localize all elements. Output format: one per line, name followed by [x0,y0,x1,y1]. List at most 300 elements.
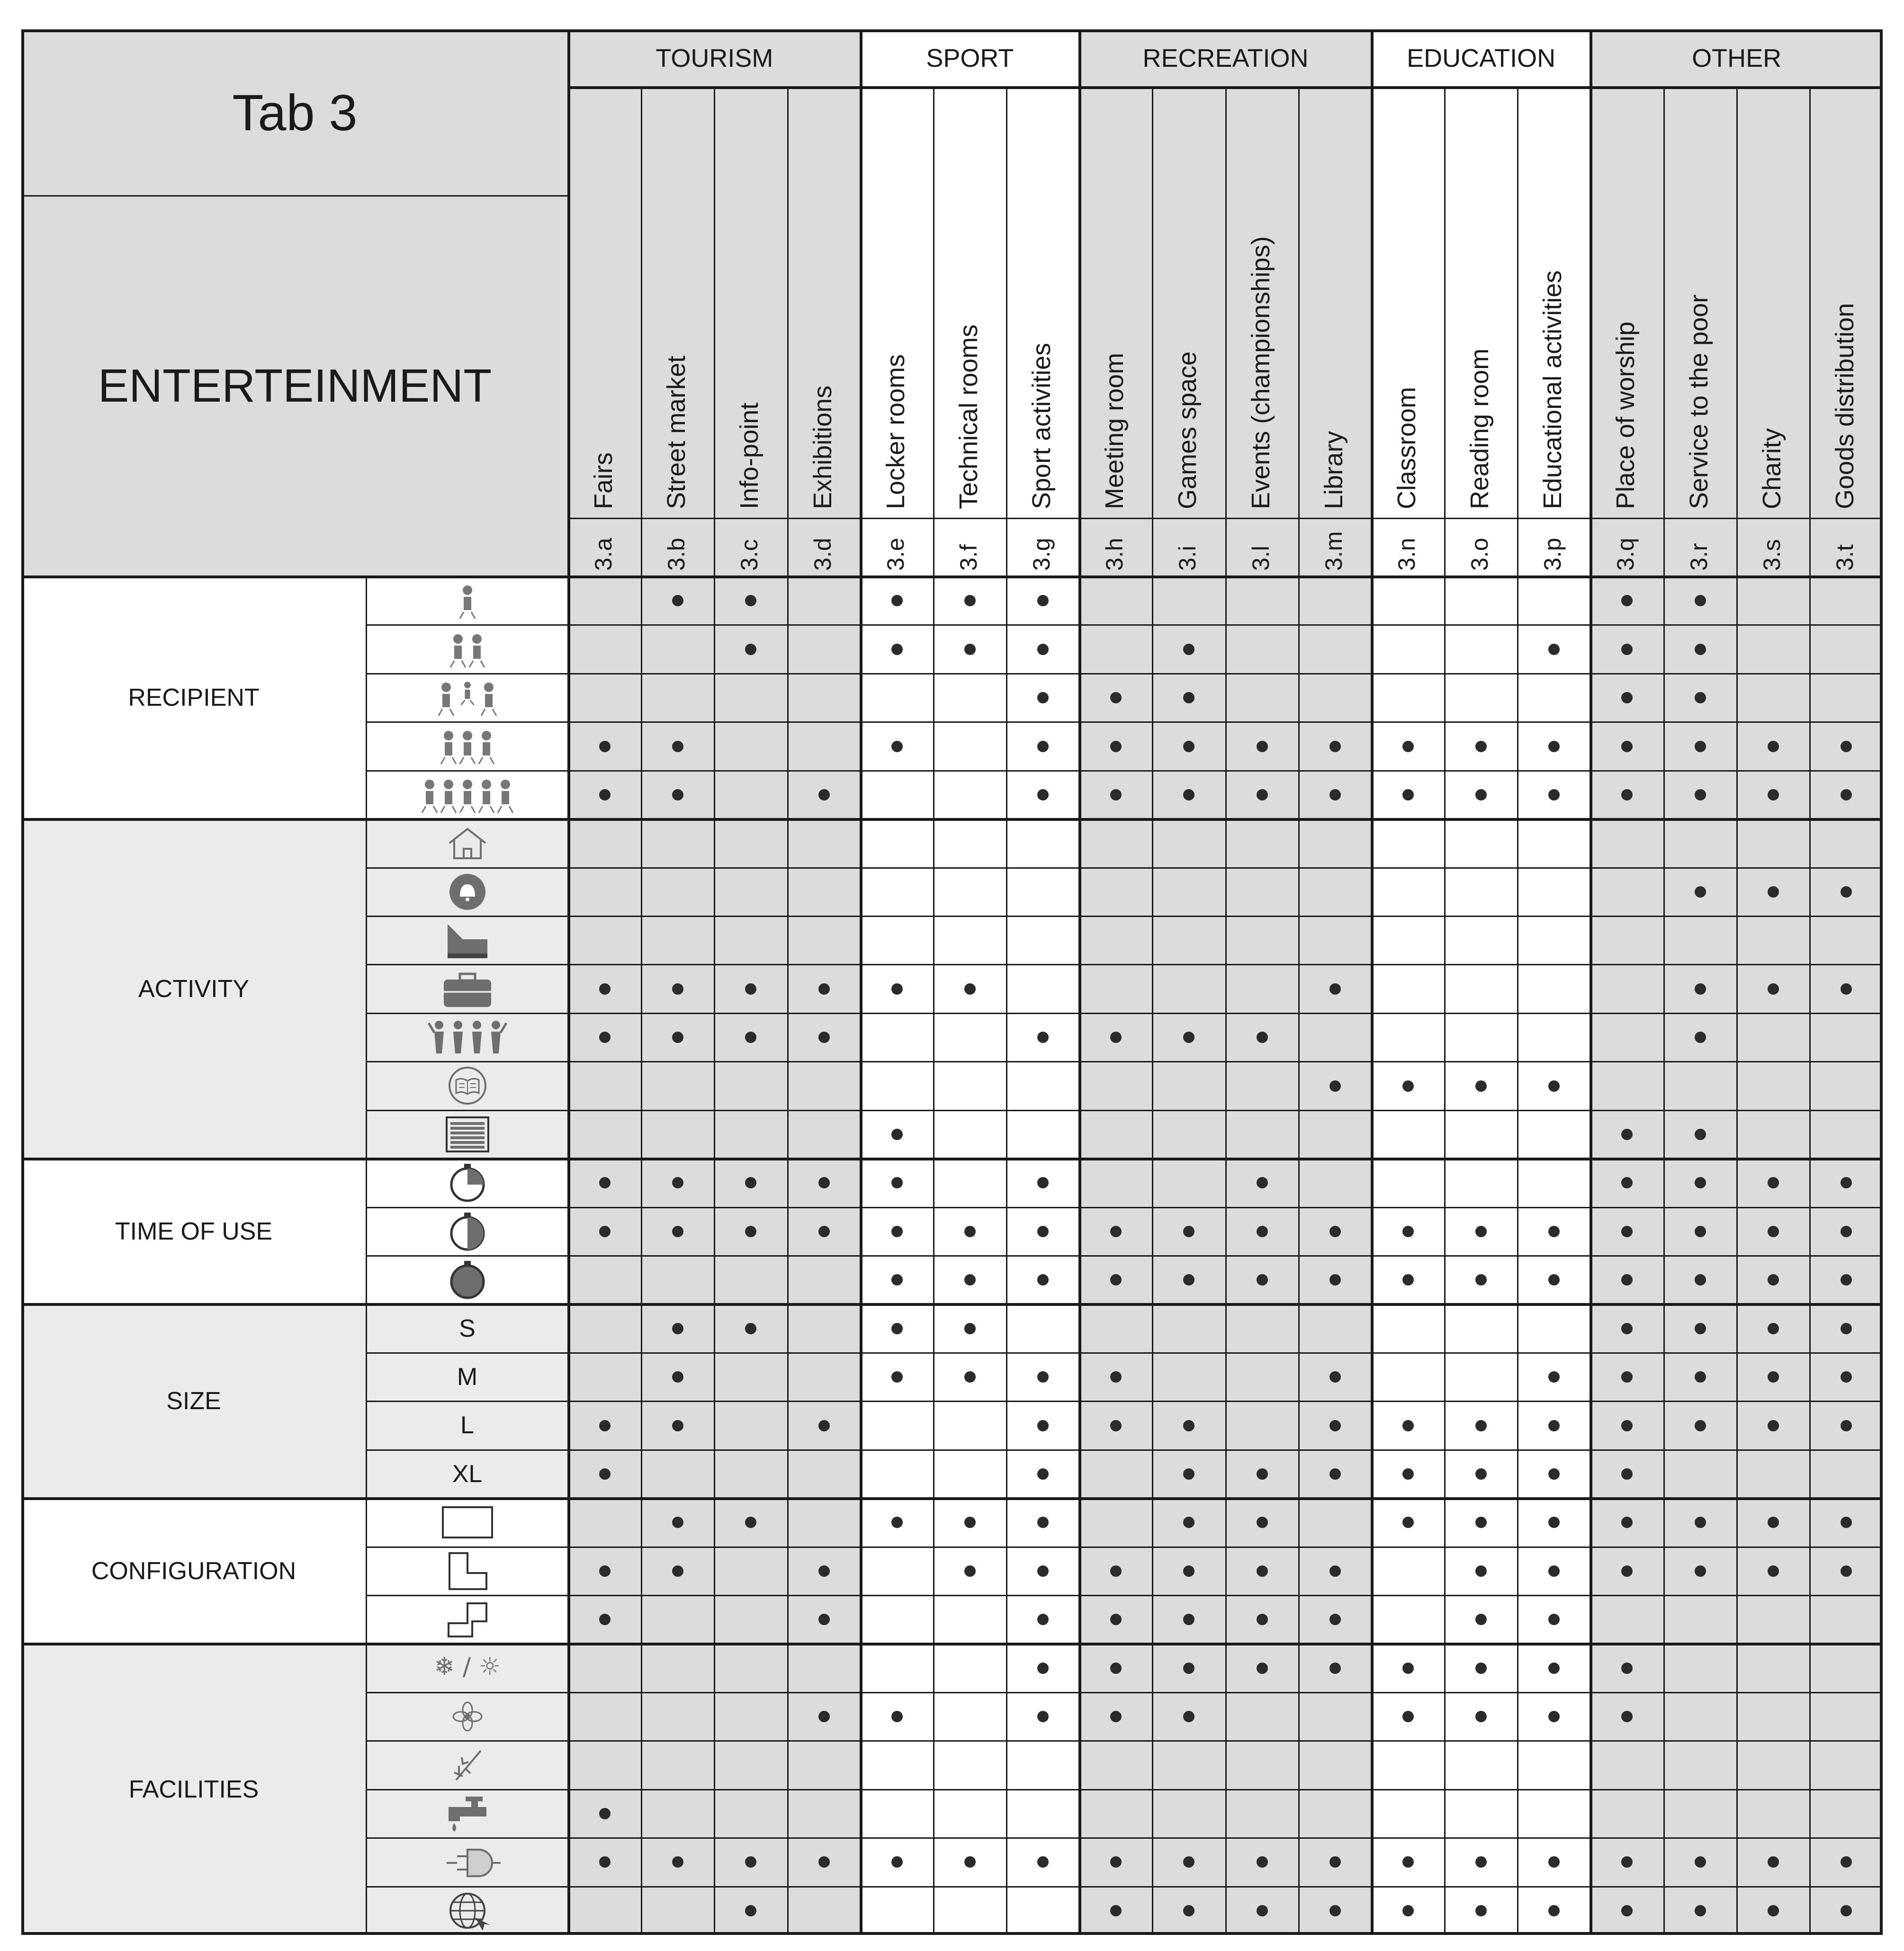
mark-dot [1695,983,1706,995]
matrix-cell [1445,964,1518,1013]
matrix-cell [714,868,787,916]
group-header-tourism: TOURISM [568,29,861,87]
matrix-cell [641,1110,714,1159]
rectangle-plan-icon [420,1502,515,1542]
mark-dot [1110,789,1122,800]
matrix-cell [1372,1595,1445,1644]
mark-dot [1329,1226,1341,1237]
matrix-cell [1810,625,1883,673]
matrix-cell [568,1110,641,1159]
matrix-cell [1810,1644,1883,1692]
stopwatch-full-icon [420,1260,515,1300]
matrix-cell [714,674,787,722]
matrix-cell [1518,1013,1590,1061]
matrix-cell [1079,1159,1152,1207]
matrix-cell [1006,1061,1079,1110]
matrix-cell [1518,674,1590,722]
mark-dot [672,983,683,995]
column-line [1590,29,1592,1935]
mark-dot [1768,1371,1779,1383]
mark-dot [1841,741,1852,752]
mark-dot [1257,1614,1268,1625]
column-code: 3.b [663,538,690,571]
mark-dot [1037,1565,1049,1577]
matrix-cell [788,576,861,625]
mark-dot [1768,1177,1779,1188]
matrix-cell [1737,1013,1810,1061]
mark-dot [1037,644,1049,655]
category-divider [21,1303,1883,1306]
column-name: Fairs [589,452,618,509]
matrix-cell [1518,576,1590,625]
row-line [366,624,1883,626]
row-label-cell [366,1741,568,1789]
row-label-cell [366,1644,568,1692]
matrix-cell [1079,1789,1152,1838]
matrix-cell [568,1256,641,1304]
matrix-cell [1372,1110,1445,1159]
matrix-cell [1664,1692,1737,1741]
matrix-cell [861,1741,934,1789]
mark-dot [964,1323,976,1334]
matrix-cell [1226,964,1299,1013]
matrix-cell [1590,964,1663,1013]
mark-dot [1183,644,1194,655]
matrix-cell [1737,1595,1810,1644]
mark-dot [1329,1420,1341,1431]
mark-dot [599,983,611,995]
matrix-cell [1737,916,1810,964]
row-line [366,1013,1883,1014]
ventilation-fan-icon [420,1697,515,1736]
matrix-cell [1810,1692,1883,1741]
mark-dot [818,1565,830,1577]
mark-dot [1183,1663,1194,1674]
matrix-cell [1372,916,1445,964]
column-line [1663,87,1665,1935]
matrix-cell [1664,1450,1737,1498]
row-line [366,1595,1883,1596]
mark-dot [1329,983,1341,995]
matrix-cell [1226,868,1299,916]
matrix-cell [1737,625,1810,673]
matrix-cell [1445,868,1518,916]
matrix-cell [1664,1595,1737,1644]
mark-dot [1037,1226,1049,1237]
mark-dot [1548,741,1560,752]
matrix-cell [1152,1304,1225,1352]
mark-dot [1695,1856,1706,1868]
matrix-cell [1590,1741,1663,1789]
mark-dot [964,1565,976,1577]
matrix-cell [1372,868,1445,916]
document-lines-icon [420,1115,515,1154]
matrix-cell [1810,576,1883,625]
frame-bottom [21,1932,1883,1935]
house-icon [420,823,515,863]
mark-dot [1475,1468,1487,1480]
mark-dot [1183,741,1194,752]
matrix-cell [568,1887,641,1935]
mark-dot [964,644,976,655]
matrix-cell [641,1789,714,1838]
l-shape-plan-icon [420,1551,515,1591]
matrix-cell [934,1061,1006,1110]
matrix-cell [1372,1789,1445,1838]
mark-dot [1548,644,1560,655]
mark-dot [1475,1420,1487,1431]
column-name: Events (championships) [1246,236,1275,509]
mark-dot [745,1323,756,1334]
column-code: 3.f [955,544,982,571]
matrix-cell [1226,1401,1299,1449]
mark-dot [1329,1905,1341,1916]
row-label-cell [366,1013,568,1061]
mark-dot [891,1274,903,1286]
row-label-cell: L [366,1401,568,1449]
column-name: Info-point [735,402,764,509]
category-recipient: RECIPIENT [21,576,366,819]
matrix-cell [1664,1789,1737,1838]
row-label-cell [366,722,568,770]
matrix-cell [568,674,641,722]
mark-dot [1257,1905,1268,1916]
matrix-cell [934,1692,1006,1741]
matrix-cell [934,1595,1006,1644]
matrix-cell [1299,1498,1372,1546]
matrix-cell [788,1304,861,1352]
group-header-education: EDUCATION [1372,29,1591,87]
row-label-cell: M [366,1353,568,1401]
matrix-cell [1299,1741,1372,1789]
mark-dot [1402,741,1414,752]
column-code: 3.t [1831,544,1858,571]
matrix-cell [1737,1644,1810,1692]
matrix-cell [1079,576,1152,625]
mark-dot [1621,1420,1633,1431]
category-size: SIZE [21,1304,366,1498]
mark-dot [1768,1323,1779,1334]
matrix-cell [1152,1110,1225,1159]
matrix-cell [714,1741,787,1789]
matrix-cell [861,819,934,867]
matrix-cell [1518,916,1590,964]
row-label-cell [366,1498,568,1546]
mark-dot [1548,1663,1560,1674]
matrix-cell [861,1061,934,1110]
column-code: 3.o [1466,538,1493,571]
column-name: Technical rooms [954,324,983,509]
mark-dot [1257,1856,1268,1868]
mark-dot [1329,789,1341,800]
matrix-cell [1299,916,1372,964]
matrix-cell [1299,1789,1372,1838]
mark-dot [891,1129,903,1140]
mark-dot [1768,1226,1779,1237]
matrix-cell [1664,1741,1737,1789]
category-facilities: FACILITIES [21,1644,366,1935]
mark-dot [1768,886,1779,898]
column-name: Service to the poor [1684,294,1713,509]
matrix-cell [714,1789,787,1838]
mark-dot [964,983,976,995]
table-title: ENTERTEINMENT [98,360,492,412]
mark-dot [1548,789,1560,800]
matrix-cell [1737,674,1810,722]
mark-dot [672,1420,683,1431]
stepped-plan-icon [420,1600,515,1639]
mark-dot [1768,789,1779,800]
mark-dot [1768,1517,1779,1528]
matrix-cell [568,819,641,867]
matrix-cell [861,1595,934,1644]
mark-dot [1695,1905,1706,1916]
matrix-cell [568,1304,641,1352]
mark-dot [672,1226,683,1237]
matrix-cell [714,916,787,964]
mark-dot [891,1371,903,1383]
mark-dot [891,595,903,606]
matrix-cell [788,722,861,770]
matrix-cell [1445,916,1518,964]
bell-icon [420,872,515,912]
mark-dot [1695,692,1706,703]
mark-dot [891,741,903,752]
matrix-cell [1737,819,1810,867]
matrix-cell [1810,1110,1883,1159]
matrix-cell [1006,1304,1079,1352]
mark-dot [1183,1420,1194,1431]
mark-dot [1841,1323,1852,1334]
matrix-cell [1590,1013,1663,1061]
mark-dot [1329,741,1341,752]
matrix-cell [1518,819,1590,867]
row-label-cell [366,1159,568,1207]
matrix-cell [1737,1061,1810,1110]
column-code: 3.h [1101,538,1128,571]
column-line [1736,87,1738,1935]
matrix-cell [1810,819,1883,867]
mark-dot [891,1856,903,1868]
row-line [366,1740,1883,1742]
row-label-cell [366,1887,568,1935]
row-label-cell [366,1207,568,1256]
matrix-cell [934,1401,1006,1449]
mark-dot [1621,1323,1633,1334]
mark-dot [891,644,903,655]
mark-dot [1110,1226,1122,1237]
column-code: 3.c [736,539,763,571]
mark-dot [1841,1905,1852,1916]
row-label-cell [366,1256,568,1304]
matrix-cell [1079,1110,1152,1159]
mark-dot [1695,644,1706,655]
matrix-cell [1152,1741,1225,1789]
mark-dot [599,1565,611,1577]
category-time-of-use: TIME OF USE [21,1159,366,1304]
mark-dot [1768,1856,1779,1868]
matrix-cell [1226,1741,1299,1789]
matrix-cell [1372,1741,1445,1789]
column-code: 3.l [1247,546,1274,571]
mark-dot [1768,1905,1779,1916]
matrix-cell [714,1061,787,1110]
column-code: 3.a [590,538,617,571]
matrix-cell [1299,1159,1372,1207]
matrix-cell [1518,1789,1590,1838]
matrix-cell [788,625,861,673]
mark-dot [1621,741,1633,752]
matrix-cell [568,1644,641,1692]
matrix-cell [1445,819,1518,867]
matrix-cell [1810,1595,1883,1644]
mark-dot [1110,1905,1122,1916]
matrix-cell [568,1692,641,1741]
column-name: Sport activities [1027,342,1056,509]
matrix-cell [1226,1692,1299,1741]
matrix-cell [1737,1789,1810,1838]
column-name: Library [1319,431,1348,509]
matrix-cell [934,771,1006,819]
matrix-cell [788,1741,861,1789]
column-code: 3.p [1539,538,1566,571]
mark-dot [1037,1663,1049,1674]
matrix-cell [1079,1304,1152,1352]
person-2-icon [420,629,515,669]
row-label-cell [366,964,568,1013]
matrix-cell [1006,916,1079,964]
lighting-icon [420,1745,515,1785]
matrix-cell [1664,819,1737,867]
matrix-cell [861,1450,934,1498]
category-divider [21,1497,1883,1500]
mark-dot [818,983,830,995]
matrix-cell [568,576,641,625]
matrix-cell [1006,819,1079,867]
matrix-cell [641,1450,714,1498]
mark-dot [1695,1420,1706,1431]
column-code: 3.i [1174,546,1201,571]
matrix-cell [861,1887,934,1935]
mark-dot [1695,1274,1706,1286]
matrix-cell [1152,1159,1225,1207]
column-name: Classroom [1392,387,1421,509]
matrix-cell [568,868,641,916]
matrix-cell [1590,1595,1663,1644]
matrix-cell [788,819,861,867]
column-line [1078,29,1081,1935]
mark-dot [891,983,903,995]
matrix-cell [568,1498,641,1546]
icon-column-right-line [567,29,570,1935]
matrix-cell [1299,1110,1372,1159]
column-name: Street market [662,355,691,509]
row-line [366,1352,1883,1354]
matrix-cell [1299,1013,1372,1061]
matrix-cell [1664,916,1737,964]
mark-dot [1475,789,1487,800]
matrix-cell [1372,1353,1445,1401]
mark-dot [891,1323,903,1334]
matrix-cell [714,1353,787,1401]
matrix-cell [934,722,1006,770]
mark-dot [891,1711,903,1722]
tab-label: Tab 3 [232,83,358,141]
matrix-cell [1299,625,1372,673]
matrix-cell [1664,1061,1737,1110]
electric-plug-icon [420,1842,515,1882]
column-line [1371,29,1374,1935]
column-name: Place of worship [1611,321,1640,509]
category-divider [21,818,1883,821]
column-name: Goods distribution [1830,303,1859,509]
matrix-cell [1079,819,1152,867]
mark-dot [1110,1565,1122,1577]
matrix-cell [641,1887,714,1935]
mark-dot [1037,789,1049,800]
matrix-cell [1226,819,1299,867]
mark-dot [1768,1420,1779,1431]
matrix-cell [714,1692,787,1741]
matrix-cell [1152,1061,1225,1110]
title-divider [21,195,568,197]
matrix-cell [934,1644,1006,1692]
matrix-cell [1006,1110,1079,1159]
row-label-cell [366,576,568,625]
column-code: 3.d [809,538,836,571]
matrix-cell [1372,674,1445,722]
mark-dot [1841,1274,1852,1286]
matrix-cell [1737,1692,1810,1741]
mark-dot [1841,1420,1852,1431]
mark-dot [599,1032,611,1043]
mark-dot [1695,1517,1706,1528]
matrix-cell [1079,868,1152,916]
row-line [366,1110,1883,1111]
mark-dot [1329,1614,1341,1625]
matrix-cell [1299,1692,1372,1741]
matrix-cell [1590,819,1663,867]
matrix-cell [1079,1450,1152,1498]
matrix-cell [1518,1304,1590,1352]
matrix-cell [934,1789,1006,1838]
matrix-cell [1152,576,1225,625]
matrix-cell [1372,819,1445,867]
matrix-cell [1226,625,1299,673]
matrix-cell [641,1061,714,1110]
mark-dot [1402,1226,1414,1237]
mark-dot [1257,1274,1268,1286]
mark-dot [1257,1468,1268,1480]
mark-dot [964,1274,976,1286]
matrix-cell [934,1450,1006,1498]
frame-top [21,29,1883,32]
mark-dot [1695,1032,1706,1043]
mark-dot [1695,1177,1706,1188]
mark-dot [1329,1371,1341,1383]
matrix-cell [1810,1061,1883,1110]
stopwatch-quarter-icon [420,1163,515,1203]
mark-dot [1475,1226,1487,1237]
matrix-cell [714,1644,787,1692]
matrix-cell [861,868,934,916]
matrix-cell [788,1110,861,1159]
mark-dot [1402,1420,1414,1431]
column-name: Meeting room [1100,352,1129,509]
mark-dot [1695,1565,1706,1577]
matrix-cell [934,1159,1006,1207]
matrix-cell [1372,625,1445,673]
